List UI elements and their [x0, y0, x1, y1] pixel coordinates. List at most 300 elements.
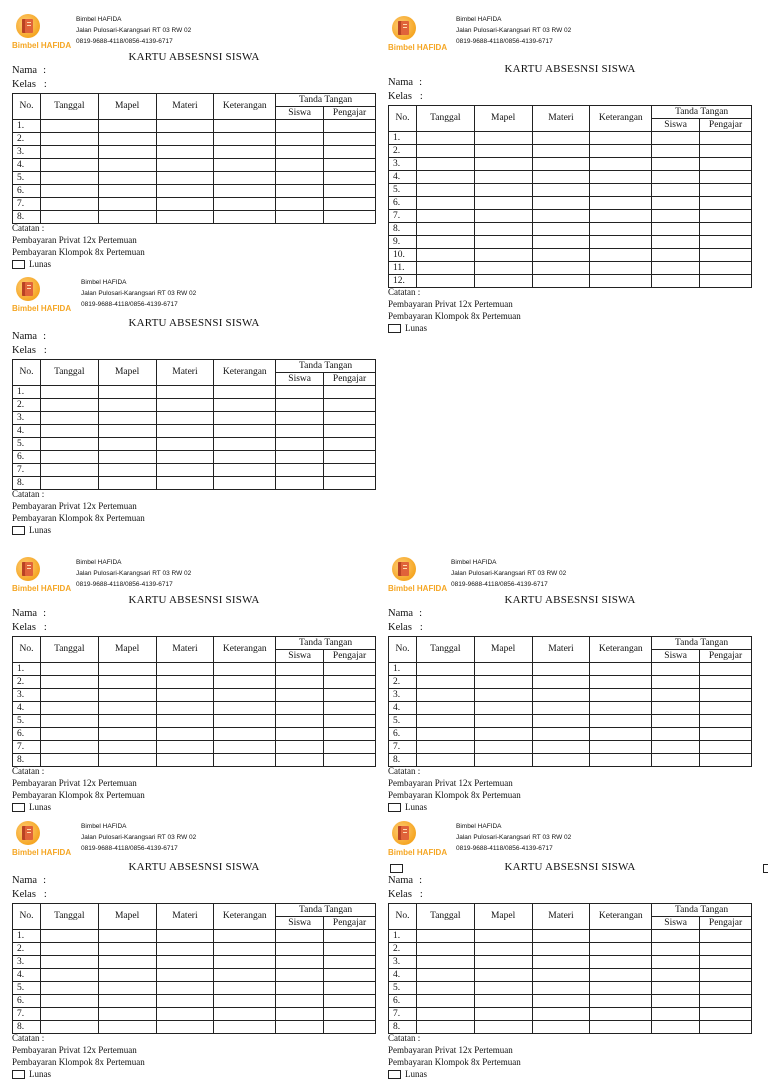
table-cell[interactable] — [276, 943, 324, 956]
table-cell[interactable] — [652, 236, 700, 249]
table-cell[interactable] — [40, 728, 98, 741]
table-cell[interactable] — [532, 702, 590, 715]
table-cell[interactable] — [214, 982, 276, 995]
table-cell[interactable] — [324, 689, 376, 702]
table-cell[interactable] — [474, 689, 532, 702]
table-cell[interactable] — [98, 438, 156, 451]
table-cell[interactable] — [40, 715, 98, 728]
table-cell[interactable] — [700, 1008, 752, 1021]
table-cell[interactable] — [700, 956, 752, 969]
table-cell[interactable] — [276, 412, 324, 425]
table-cell[interactable] — [416, 702, 474, 715]
table-cell[interactable] — [590, 741, 652, 754]
table-cell[interactable] — [324, 956, 376, 969]
table-cell[interactable] — [276, 198, 324, 211]
table-cell[interactable] — [98, 464, 156, 477]
table-cell[interactable] — [324, 133, 376, 146]
lunas-checkbox-row[interactable] — [388, 323, 427, 333]
table-cell[interactable] — [590, 197, 652, 210]
table-cell[interactable] — [324, 676, 376, 689]
table-cell[interactable] — [40, 425, 98, 438]
table-cell[interactable] — [532, 995, 590, 1008]
table-cell[interactable] — [700, 223, 752, 236]
table-cell[interactable] — [590, 663, 652, 676]
table-cell[interactable] — [324, 451, 376, 464]
table-cell[interactable] — [590, 158, 652, 171]
table-cell[interactable] — [156, 663, 214, 676]
table-cell[interactable] — [416, 715, 474, 728]
table-cell[interactable] — [324, 425, 376, 438]
table-cell[interactable] — [474, 223, 532, 236]
table-cell[interactable] — [40, 689, 98, 702]
table-cell[interactable] — [40, 1008, 98, 1021]
table-cell[interactable] — [276, 676, 324, 689]
table-cell[interactable] — [652, 1008, 700, 1021]
table-cell[interactable] — [276, 715, 324, 728]
table-cell[interactable] — [532, 132, 590, 145]
table-cell[interactable] — [652, 223, 700, 236]
lunas-checkbox-row[interactable] — [388, 802, 427, 812]
table-cell[interactable] — [324, 159, 376, 172]
table-cell[interactable] — [324, 477, 376, 490]
table-cell[interactable] — [324, 1008, 376, 1021]
table-cell[interactable] — [324, 198, 376, 211]
table-cell[interactable] — [652, 943, 700, 956]
table-cell[interactable] — [214, 702, 276, 715]
table-cell[interactable] — [98, 663, 156, 676]
table-cell[interactable] — [214, 399, 276, 412]
table-cell[interactable] — [416, 249, 474, 262]
table-cell[interactable] — [532, 728, 590, 741]
table-cell[interactable] — [590, 1008, 652, 1021]
table-cell[interactable] — [652, 956, 700, 969]
table-cell[interactable] — [40, 982, 98, 995]
table-cell[interactable] — [214, 464, 276, 477]
table-cell[interactable] — [324, 1021, 376, 1034]
table-cell[interactable] — [98, 386, 156, 399]
table-cell[interactable] — [700, 249, 752, 262]
table-cell[interactable] — [700, 132, 752, 145]
table-cell[interactable] — [276, 728, 324, 741]
table-cell[interactable] — [40, 741, 98, 754]
table-cell[interactable] — [98, 185, 156, 198]
table-cell[interactable] — [652, 689, 700, 702]
table-cell[interactable] — [98, 702, 156, 715]
table-cell[interactable] — [700, 171, 752, 184]
table-cell[interactable] — [156, 425, 214, 438]
table-cell[interactable] — [474, 728, 532, 741]
table-cell[interactable] — [532, 689, 590, 702]
table-cell[interactable] — [474, 184, 532, 197]
table-cell[interactable] — [276, 1021, 324, 1034]
table-cell[interactable] — [652, 930, 700, 943]
table-cell[interactable] — [416, 969, 474, 982]
table-cell[interactable] — [324, 412, 376, 425]
table-cell[interactable] — [40, 185, 98, 198]
table-cell[interactable] — [214, 386, 276, 399]
table-cell[interactable] — [652, 663, 700, 676]
table-cell[interactable] — [652, 741, 700, 754]
table-cell[interactable] — [214, 159, 276, 172]
table-cell[interactable] — [532, 184, 590, 197]
table-cell[interactable] — [40, 133, 98, 146]
table-cell[interactable] — [416, 262, 474, 275]
table-cell[interactable] — [98, 689, 156, 702]
table-cell[interactable] — [700, 676, 752, 689]
table-cell[interactable] — [532, 210, 590, 223]
table-cell[interactable] — [156, 702, 214, 715]
table-cell[interactable] — [214, 477, 276, 490]
table-cell[interactable] — [416, 184, 474, 197]
table-cell[interactable] — [214, 412, 276, 425]
table-cell[interactable] — [652, 210, 700, 223]
table-cell[interactable] — [214, 1021, 276, 1034]
table-cell[interactable] — [474, 982, 532, 995]
table-cell[interactable] — [40, 943, 98, 956]
table-cell[interactable] — [156, 1021, 214, 1034]
table-cell[interactable] — [40, 386, 98, 399]
table-cell[interactable] — [40, 663, 98, 676]
table-cell[interactable] — [276, 702, 324, 715]
table-cell[interactable] — [98, 943, 156, 956]
table-cell[interactable] — [532, 943, 590, 956]
table-cell[interactable] — [652, 132, 700, 145]
table-cell[interactable] — [652, 676, 700, 689]
table-cell[interactable] — [98, 715, 156, 728]
table-cell[interactable] — [590, 184, 652, 197]
table-cell[interactable] — [474, 676, 532, 689]
table-cell[interactable] — [40, 676, 98, 689]
table-cell[interactable] — [276, 438, 324, 451]
table-cell[interactable] — [156, 982, 214, 995]
table-cell[interactable] — [416, 728, 474, 741]
table-cell[interactable] — [590, 676, 652, 689]
table-cell[interactable] — [474, 249, 532, 262]
table-cell[interactable] — [214, 438, 276, 451]
table-cell[interactable] — [700, 262, 752, 275]
table-cell[interactable] — [700, 969, 752, 982]
table-cell[interactable] — [98, 930, 156, 943]
table-cell[interactable] — [474, 943, 532, 956]
table-cell[interactable] — [214, 715, 276, 728]
table-cell[interactable] — [416, 995, 474, 1008]
table-cell[interactable] — [40, 146, 98, 159]
table-cell[interactable] — [700, 943, 752, 956]
checkbox-icon[interactable] — [763, 864, 768, 873]
table-cell[interactable] — [40, 399, 98, 412]
table-cell[interactable] — [590, 689, 652, 702]
table-cell[interactable] — [652, 145, 700, 158]
table-cell[interactable] — [276, 689, 324, 702]
table-cell[interactable] — [532, 676, 590, 689]
table-cell[interactable] — [40, 159, 98, 172]
table-cell[interactable] — [276, 969, 324, 982]
table-cell[interactable] — [700, 741, 752, 754]
table-cell[interactable] — [98, 1008, 156, 1021]
table-cell[interactable] — [590, 210, 652, 223]
table-cell[interactable] — [652, 969, 700, 982]
table-cell[interactable] — [590, 956, 652, 969]
table-cell[interactable] — [416, 741, 474, 754]
table-cell[interactable] — [156, 741, 214, 754]
table-cell[interactable] — [214, 451, 276, 464]
table-cell[interactable] — [532, 236, 590, 249]
table-cell[interactable] — [214, 425, 276, 438]
table-cell[interactable] — [416, 663, 474, 676]
table-cell[interactable] — [590, 249, 652, 262]
table-cell[interactable] — [474, 145, 532, 158]
table-cell[interactable] — [324, 386, 376, 399]
table-cell[interactable] — [214, 198, 276, 211]
table-cell[interactable] — [532, 969, 590, 982]
table-cell[interactable] — [324, 211, 376, 224]
table-cell[interactable] — [700, 728, 752, 741]
table-cell[interactable] — [474, 715, 532, 728]
table-cell[interactable] — [652, 158, 700, 171]
table-cell[interactable] — [214, 120, 276, 133]
table-cell[interactable] — [214, 185, 276, 198]
table-cell[interactable] — [276, 982, 324, 995]
table-cell[interactable] — [652, 982, 700, 995]
table-cell[interactable] — [700, 982, 752, 995]
table-cell[interactable] — [98, 412, 156, 425]
table-cell[interactable] — [40, 969, 98, 982]
table-cell[interactable] — [590, 262, 652, 275]
table-cell[interactable] — [532, 956, 590, 969]
table-cell[interactable] — [156, 715, 214, 728]
table-cell[interactable] — [156, 728, 214, 741]
table-cell[interactable] — [700, 210, 752, 223]
table-cell[interactable] — [416, 689, 474, 702]
table-cell[interactable] — [156, 399, 214, 412]
table-cell[interactable] — [416, 1008, 474, 1021]
table-cell[interactable] — [156, 211, 214, 224]
table-cell[interactable] — [474, 663, 532, 676]
table-cell[interactable] — [276, 451, 324, 464]
table-cell[interactable] — [324, 663, 376, 676]
table-cell[interactable] — [416, 236, 474, 249]
table-cell[interactable] — [474, 969, 532, 982]
table-cell[interactable] — [324, 172, 376, 185]
table-cell[interactable] — [214, 754, 276, 767]
table-cell[interactable] — [590, 223, 652, 236]
table-cell[interactable] — [532, 262, 590, 275]
table-cell[interactable] — [214, 172, 276, 185]
table-cell[interactable] — [652, 197, 700, 210]
table-cell[interactable] — [276, 399, 324, 412]
table-cell[interactable] — [40, 198, 98, 211]
table-cell[interactable] — [156, 185, 214, 198]
table-cell[interactable] — [474, 132, 532, 145]
table-cell[interactable] — [590, 1021, 652, 1034]
table-cell[interactable] — [324, 995, 376, 1008]
checkbox-icon[interactable] — [388, 803, 401, 812]
table-cell[interactable] — [98, 172, 156, 185]
table-cell[interactable] — [40, 956, 98, 969]
lunas-checkbox-row[interactable] — [12, 259, 51, 269]
table-cell[interactable] — [214, 956, 276, 969]
table-cell[interactable] — [590, 943, 652, 956]
table-cell[interactable] — [532, 158, 590, 171]
table-cell[interactable] — [590, 969, 652, 982]
table-cell[interactable] — [276, 754, 324, 767]
table-cell[interactable] — [40, 995, 98, 1008]
table-cell[interactable] — [416, 930, 474, 943]
table-cell[interactable] — [98, 451, 156, 464]
table-cell[interactable] — [474, 171, 532, 184]
table-cell[interactable] — [276, 741, 324, 754]
table-cell[interactable] — [590, 728, 652, 741]
table-cell[interactable] — [474, 702, 532, 715]
table-cell[interactable] — [532, 1021, 590, 1034]
table-cell[interactable] — [276, 211, 324, 224]
table-cell[interactable] — [700, 754, 752, 767]
table-cell[interactable] — [214, 146, 276, 159]
table-cell[interactable] — [652, 754, 700, 767]
table-cell[interactable] — [156, 120, 214, 133]
table-cell[interactable] — [652, 702, 700, 715]
table-cell[interactable] — [98, 146, 156, 159]
checkbox-icon[interactable] — [12, 803, 25, 812]
table-cell[interactable] — [416, 145, 474, 158]
table-cell[interactable] — [156, 159, 214, 172]
table-cell[interactable] — [40, 702, 98, 715]
table-cell[interactable] — [700, 145, 752, 158]
table-cell[interactable] — [474, 262, 532, 275]
table-cell[interactable] — [324, 715, 376, 728]
table-cell[interactable] — [276, 133, 324, 146]
table-cell[interactable] — [416, 943, 474, 956]
table-cell[interactable] — [652, 171, 700, 184]
table-cell[interactable] — [474, 1008, 532, 1021]
table-cell[interactable] — [156, 464, 214, 477]
table-cell[interactable] — [276, 146, 324, 159]
checkbox-icon[interactable] — [12, 526, 25, 535]
table-cell[interactable] — [700, 995, 752, 1008]
table-cell[interactable] — [324, 702, 376, 715]
table-cell[interactable] — [156, 412, 214, 425]
table-cell[interactable] — [214, 689, 276, 702]
table-cell[interactable] — [40, 412, 98, 425]
table-cell[interactable] — [700, 275, 752, 288]
table-cell[interactable] — [416, 210, 474, 223]
table-cell[interactable] — [590, 995, 652, 1008]
table-cell[interactable] — [532, 171, 590, 184]
table-cell[interactable] — [98, 120, 156, 133]
table-cell[interactable] — [652, 1021, 700, 1034]
table-cell[interactable] — [98, 969, 156, 982]
table-cell[interactable] — [590, 982, 652, 995]
table-cell[interactable] — [474, 158, 532, 171]
table-cell[interactable] — [532, 197, 590, 210]
table-cell[interactable] — [156, 689, 214, 702]
table-cell[interactable] — [532, 741, 590, 754]
table-cell[interactable] — [700, 702, 752, 715]
table-cell[interactable] — [214, 1008, 276, 1021]
table-cell[interactable] — [98, 741, 156, 754]
table-cell[interactable] — [156, 930, 214, 943]
table-cell[interactable] — [416, 982, 474, 995]
table-cell[interactable] — [324, 969, 376, 982]
table-cell[interactable] — [474, 210, 532, 223]
table-cell[interactable] — [98, 159, 156, 172]
table-cell[interactable] — [700, 663, 752, 676]
table-cell[interactable] — [98, 676, 156, 689]
lunas-checkbox-row[interactable] — [388, 1069, 427, 1079]
table-cell[interactable] — [214, 969, 276, 982]
table-cell[interactable] — [532, 249, 590, 262]
table-cell[interactable] — [700, 689, 752, 702]
table-cell[interactable] — [156, 995, 214, 1008]
table-cell[interactable] — [98, 425, 156, 438]
table-cell[interactable] — [98, 133, 156, 146]
table-cell[interactable] — [156, 146, 214, 159]
table-cell[interactable] — [324, 438, 376, 451]
table-cell[interactable] — [590, 236, 652, 249]
table-cell[interactable] — [98, 728, 156, 741]
table-cell[interactable] — [700, 236, 752, 249]
checkbox-icon[interactable] — [388, 324, 401, 333]
table-cell[interactable] — [98, 956, 156, 969]
table-cell[interactable] — [324, 754, 376, 767]
table-cell[interactable] — [416, 132, 474, 145]
table-cell[interactable] — [276, 663, 324, 676]
table-cell[interactable] — [532, 715, 590, 728]
table-cell[interactable] — [324, 464, 376, 477]
table-cell[interactable] — [532, 754, 590, 767]
table-cell[interactable] — [652, 728, 700, 741]
table-cell[interactable] — [590, 171, 652, 184]
table-cell[interactable] — [276, 1008, 324, 1021]
table-cell[interactable] — [416, 158, 474, 171]
table-cell[interactable] — [156, 956, 214, 969]
table-cell[interactable] — [652, 995, 700, 1008]
table-cell[interactable] — [276, 477, 324, 490]
table-cell[interactable] — [214, 943, 276, 956]
table-cell[interactable] — [276, 425, 324, 438]
table-cell[interactable] — [652, 262, 700, 275]
table-cell[interactable] — [474, 995, 532, 1008]
table-cell[interactable] — [156, 172, 214, 185]
table-cell[interactable] — [156, 969, 214, 982]
checkbox-icon[interactable] — [12, 260, 25, 269]
table-cell[interactable] — [532, 982, 590, 995]
table-cell[interactable] — [156, 386, 214, 399]
table-cell[interactable] — [652, 715, 700, 728]
table-cell[interactable] — [214, 930, 276, 943]
table-cell[interactable] — [590, 702, 652, 715]
table-cell[interactable] — [40, 120, 98, 133]
lunas-checkbox-row[interactable] — [12, 1069, 51, 1079]
table-cell[interactable] — [156, 943, 214, 956]
table-cell[interactable] — [214, 728, 276, 741]
table-cell[interactable] — [276, 464, 324, 477]
table-cell[interactable] — [532, 930, 590, 943]
table-cell[interactable] — [40, 451, 98, 464]
table-cell[interactable] — [40, 464, 98, 477]
table-cell[interactable] — [532, 145, 590, 158]
table-cell[interactable] — [324, 741, 376, 754]
table-cell[interactable] — [652, 184, 700, 197]
table-cell[interactable] — [532, 663, 590, 676]
table-cell[interactable] — [156, 438, 214, 451]
table-cell[interactable] — [474, 930, 532, 943]
table-cell[interactable] — [416, 956, 474, 969]
table-cell[interactable] — [276, 185, 324, 198]
table-cell[interactable] — [700, 184, 752, 197]
checkbox-icon[interactable] — [390, 864, 403, 873]
table-cell[interactable] — [156, 198, 214, 211]
